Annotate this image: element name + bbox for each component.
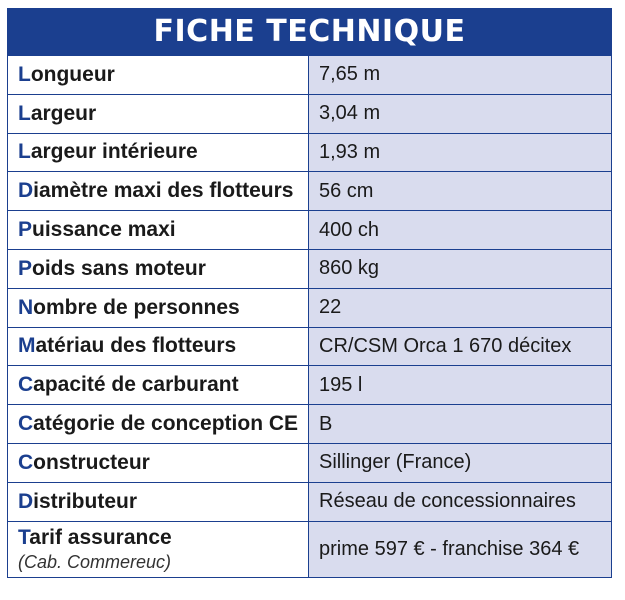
label-text: ongueur xyxy=(30,62,115,86)
spec-value: 195 l xyxy=(309,366,612,405)
spec-value: CR/CSM Orca 1 670 décitex xyxy=(309,327,612,366)
label-initial: C xyxy=(18,450,34,474)
label-initial: L xyxy=(18,62,31,86)
spec-value: 860 kg xyxy=(309,249,612,288)
label-initial: C xyxy=(18,412,34,436)
spec-value: Sillinger (France) xyxy=(309,443,612,482)
spec-label xyxy=(8,443,309,482)
table-row xyxy=(8,249,611,288)
label-initial: L xyxy=(18,140,31,164)
label-text: atériau des flotteurs xyxy=(35,334,237,358)
sheet-title: FICHE TECHNIQUE xyxy=(8,9,611,55)
spec-label xyxy=(8,482,309,521)
label-initial: L xyxy=(18,101,31,125)
label-initial: P xyxy=(18,218,33,242)
label-text: argeur xyxy=(30,101,97,125)
table-row xyxy=(8,94,611,133)
spec-label xyxy=(8,56,309,95)
label-text: arif assurance xyxy=(29,525,172,549)
spec-label xyxy=(8,211,309,250)
spec-table xyxy=(8,55,611,577)
label-initial: T xyxy=(18,525,30,549)
spec-value: 22 xyxy=(309,288,612,327)
label-text: iamètre maxi des flotteurs xyxy=(33,179,294,203)
spec-label xyxy=(8,249,309,288)
spec-label xyxy=(8,172,309,211)
label-initial: C xyxy=(18,373,34,397)
label-initial: N xyxy=(18,295,34,319)
table-row xyxy=(8,366,611,405)
spec-value: 3,04 m xyxy=(309,94,612,133)
label-text: ombre de personnes xyxy=(33,295,240,319)
table-row xyxy=(8,288,611,327)
spec-sheet xyxy=(7,8,612,578)
label-text: istributeur xyxy=(33,489,138,513)
spec-label xyxy=(8,405,309,444)
label-text: oids sans moteur xyxy=(32,256,206,280)
label-initial: P xyxy=(18,256,33,280)
spec-value: 56 cm xyxy=(309,172,612,211)
label-initial: M xyxy=(18,334,36,358)
spec-label xyxy=(8,327,309,366)
spec-label xyxy=(8,521,309,577)
label-initial: D xyxy=(18,489,34,513)
label-text: uissance maxi xyxy=(32,218,176,242)
spec-label xyxy=(8,94,309,133)
table-row xyxy=(8,172,611,211)
table-row xyxy=(8,482,611,521)
spec-value: B xyxy=(309,405,612,444)
spec-label xyxy=(8,133,309,172)
label-text: argeur intérieure xyxy=(30,140,198,164)
label-initial: D xyxy=(18,179,34,203)
table-row xyxy=(8,521,611,577)
label-text: onstructeur xyxy=(33,450,150,474)
spec-value: Réseau de concessionnaires xyxy=(309,482,612,521)
spec-value: 1,93 m xyxy=(309,133,612,172)
spec-value: 400 ch xyxy=(309,211,612,250)
table-row xyxy=(8,327,611,366)
table-row xyxy=(8,133,611,172)
spec-label xyxy=(8,288,309,327)
spec-value: prime 597 € - franchise 364 € xyxy=(309,521,612,577)
label-note: (Cab. Commereuc) xyxy=(18,551,172,572)
table-row xyxy=(8,211,611,250)
label-text: apacité de carburant xyxy=(33,373,239,397)
table-row xyxy=(8,443,611,482)
spec-value: 7,65 m xyxy=(309,56,612,95)
table-row xyxy=(8,56,611,95)
spec-label xyxy=(8,366,309,405)
table-row xyxy=(8,405,611,444)
label-text: atégorie de conception CE xyxy=(33,412,299,436)
